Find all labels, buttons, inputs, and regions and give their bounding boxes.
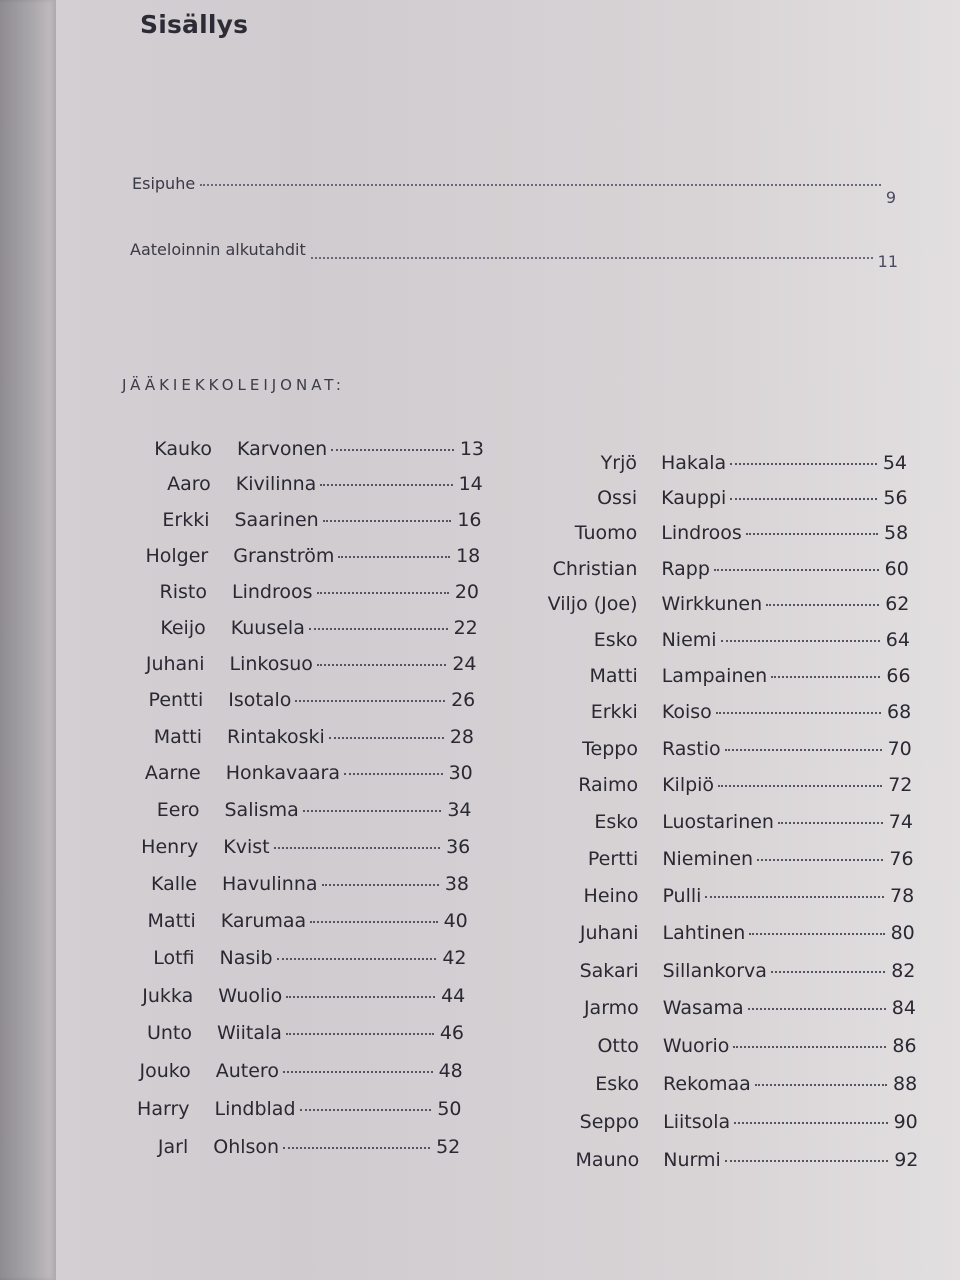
- last-name: Lampainen: [661, 665, 768, 688]
- dot-leader: [311, 257, 873, 259]
- entry-line: [661, 593, 909, 615]
- first-name: Risto: [159, 580, 207, 603]
- toc-entry: [0, 885, 960, 911]
- first-name: Esko: [595, 1073, 640, 1095]
- entry-line: [662, 848, 913, 870]
- dot-leader: [748, 1008, 886, 1010]
- entry-line: [663, 1073, 917, 1095]
- toc-entry: [0, 738, 960, 764]
- entry-line: [662, 629, 910, 651]
- page-number: 22: [453, 616, 478, 639]
- first-name: Harry: [137, 1097, 190, 1120]
- last-name: Autero: [215, 1060, 279, 1083]
- dot-leader: [757, 859, 883, 861]
- first-name: Jarl: [157, 1135, 189, 1158]
- dot-leader: [730, 463, 877, 465]
- page-number: 80: [890, 922, 915, 945]
- toc-entry-esipuhe: [132, 174, 896, 207]
- first-name: Jouko: [139, 1060, 191, 1083]
- page-number: 66: [886, 665, 911, 688]
- last-name: Wuorio: [662, 1035, 730, 1058]
- last-name: Karvonen: [237, 438, 328, 460]
- page-number: 48: [438, 1060, 463, 1083]
- dot-leader: [725, 1160, 888, 1162]
- entry-line: [663, 1149, 918, 1171]
- first-name: Raimo: [578, 774, 639, 797]
- first-name: Kalle: [150, 872, 197, 895]
- first-name: Eero: [156, 799, 200, 821]
- entry-line: [661, 487, 907, 509]
- last-name: Lindroos: [232, 580, 313, 603]
- first-name: Yrjö: [600, 452, 637, 474]
- page-number: 20: [454, 580, 479, 603]
- page-number: 36: [446, 835, 471, 858]
- first-name: Viljo (Joe): [547, 593, 638, 616]
- first-name: Matti: [589, 665, 638, 688]
- first-name: Otto: [597, 1035, 639, 1058]
- first-name: Tuomo: [574, 522, 638, 545]
- page-number: 84: [891, 997, 916, 1020]
- first-name: Esko: [594, 811, 639, 833]
- page-number: 60: [884, 557, 909, 580]
- page-number: 18: [456, 544, 481, 567]
- last-name: Rapp: [661, 557, 710, 580]
- last-name: Pulli: [662, 884, 702, 907]
- first-name: Aarne: [144, 762, 201, 785]
- dot-leader: [771, 971, 885, 973]
- dot-leader: [730, 498, 877, 500]
- page-number: 76: [889, 847, 914, 870]
- page-number: 82: [891, 959, 916, 982]
- entry-line: [662, 665, 911, 687]
- section-heading: JÄÄKIEKKOLEIJONAT:: [122, 376, 345, 394]
- page-number: 74: [888, 811, 913, 833]
- first-name: Matti: [153, 725, 202, 748]
- last-name: Ohlson: [213, 1135, 280, 1158]
- last-name: Kauppi: [661, 487, 727, 510]
- page-number: 13: [459, 438, 484, 460]
- page-number: 46: [439, 1022, 464, 1045]
- last-name: Luostarinen: [662, 811, 774, 833]
- entry-line: [661, 522, 908, 544]
- toc-entry-aateloinnin: [130, 240, 898, 271]
- toc-entry: [0, 487, 960, 513]
- first-name: Pertti: [587, 847, 639, 870]
- first-name: Juhani: [579, 922, 639, 945]
- last-name: Rastio: [661, 737, 721, 760]
- page-number: 52: [436, 1135, 461, 1158]
- toc-entry: [0, 922, 960, 948]
- toc-entry-label: Aateloinnin alkutahdit: [130, 240, 306, 259]
- dot-leader: [721, 640, 880, 642]
- toc-entry: [0, 997, 960, 1023]
- last-name: Wiitala: [217, 1022, 282, 1045]
- toc-entry: [0, 629, 960, 655]
- page-number: 40: [443, 910, 468, 933]
- entry-line: [661, 558, 908, 580]
- dot-leader: [778, 822, 883, 824]
- dot-leader: [716, 712, 881, 714]
- last-name: Rekomaa: [663, 1073, 751, 1095]
- last-name: Lahtinen: [662, 922, 746, 945]
- page-number: 44: [441, 984, 466, 1007]
- page-number: 72: [888, 774, 913, 797]
- toc-entry: [0, 1149, 960, 1175]
- toc-entry-page: 11: [877, 252, 898, 271]
- page-number: 56: [883, 487, 908, 510]
- toc-entry: [0, 522, 960, 548]
- last-name: Sillankorva: [662, 959, 767, 982]
- last-name: Rintakoski: [227, 725, 325, 748]
- first-name: Christian: [552, 557, 638, 580]
- first-name: Jukka: [142, 984, 194, 1007]
- first-name: Esko: [593, 629, 638, 652]
- last-name: Hakala: [661, 452, 727, 474]
- last-name: Wuolio: [218, 984, 283, 1007]
- page-number: 86: [892, 1035, 917, 1058]
- toc-entry: [0, 774, 960, 800]
- toc-entry-label: Esipuhe: [132, 174, 196, 193]
- last-name: Lindroos: [661, 522, 742, 545]
- first-name: Erkki: [162, 509, 210, 532]
- last-name: Saarinen: [234, 509, 319, 532]
- page-number: 28: [449, 725, 474, 748]
- entry-line: [662, 701, 911, 723]
- dot-leader: [718, 785, 882, 787]
- first-name: Heino: [583, 884, 639, 907]
- entry-line: [662, 738, 912, 760]
- last-name: Kuusela: [230, 616, 305, 639]
- last-name: Salisma: [224, 799, 299, 821]
- dot-leader: [714, 569, 879, 571]
- page-number: 58: [884, 522, 909, 545]
- toc-entry-page: 9: [885, 188, 896, 207]
- dot-leader: [746, 533, 878, 535]
- last-name: Koiso: [661, 701, 712, 724]
- page-number: 54: [882, 452, 907, 474]
- page-number: 38: [444, 872, 469, 895]
- last-name: Nurmi: [663, 1149, 721, 1172]
- last-name: Karumaa: [220, 910, 307, 933]
- first-name: Sakari: [579, 959, 639, 982]
- entry-line: [661, 452, 907, 474]
- first-name: Juhani: [145, 652, 205, 675]
- page-number: 42: [442, 947, 467, 970]
- entry-line: [662, 774, 912, 796]
- last-name: Kvist: [223, 835, 270, 858]
- page-number: 68: [887, 701, 912, 724]
- first-name: Ossi: [597, 487, 638, 510]
- page-number: 14: [458, 473, 483, 496]
- page-number: 88: [893, 1073, 918, 1095]
- toc-entry: [0, 665, 960, 691]
- dot-leader: [749, 933, 884, 935]
- first-name: Keijo: [160, 616, 206, 639]
- toc-entry: [0, 1035, 960, 1061]
- first-name: Pentti: [148, 689, 204, 712]
- first-name: Teppo: [582, 737, 638, 760]
- page-number: 62: [885, 593, 910, 616]
- last-name: Liitsola: [663, 1111, 731, 1134]
- page-number: 30: [448, 762, 473, 785]
- entry-line: [663, 997, 916, 1019]
- last-name: Isotalo: [228, 689, 292, 712]
- page-number: 24: [452, 652, 477, 675]
- toc-entry: [0, 960, 960, 986]
- entry-line: [663, 960, 916, 982]
- first-name: Lotfi: [153, 947, 195, 970]
- first-name: Mauno: [575, 1149, 640, 1172]
- page-number: 34: [447, 799, 472, 821]
- last-name: Kilpiö: [662, 774, 715, 797]
- toc-entry: [0, 452, 960, 478]
- toc-entry: [0, 701, 960, 727]
- toc-entry: [0, 848, 960, 874]
- first-name: Kauko: [154, 438, 212, 460]
- last-name: Nasib: [219, 947, 273, 970]
- first-name: Holger: [145, 544, 209, 567]
- page-title: Sisällys: [140, 10, 249, 39]
- last-name: Wirkkunen: [661, 593, 763, 616]
- first-name: Jarmo: [583, 997, 639, 1020]
- last-name: Granström: [233, 544, 335, 567]
- entry-line: [663, 1035, 917, 1057]
- dot-leader: [771, 676, 880, 678]
- first-name: Unto: [146, 1022, 192, 1045]
- dot-leader: [331, 449, 454, 451]
- page-number: 90: [893, 1111, 918, 1134]
- first-name: Seppo: [579, 1111, 640, 1134]
- dot-leader: [705, 896, 884, 898]
- page-number: 70: [887, 737, 912, 760]
- page-number: 64: [885, 629, 910, 652]
- toc-entry: [0, 1111, 960, 1137]
- last-name: Wasama: [662, 997, 744, 1020]
- dot-leader: [734, 1122, 887, 1124]
- dot-leader: [766, 604, 879, 606]
- first-name: Erkki: [590, 701, 638, 724]
- last-name: Nieminen: [662, 847, 754, 870]
- page-number: 78: [890, 884, 915, 907]
- last-name: Havulinna: [222, 872, 318, 895]
- toc-entry: [0, 558, 960, 584]
- first-name: Henry: [141, 835, 199, 858]
- page-number: 26: [451, 689, 476, 712]
- toc-entry: [0, 593, 960, 619]
- page-number: 92: [894, 1149, 919, 1172]
- last-name: Niemi: [661, 629, 717, 652]
- last-name: Kivilinna: [235, 473, 317, 496]
- first-name: Matti: [147, 910, 196, 933]
- first-name: Aaro: [167, 473, 211, 496]
- page-number: 16: [457, 509, 482, 532]
- dot-leader: [725, 749, 882, 751]
- toc-entry: [0, 811, 960, 837]
- last-name: Linkosuo: [229, 652, 313, 675]
- entry-line: [663, 1111, 918, 1133]
- last-name: Lindblad: [214, 1097, 296, 1120]
- entry-line: [662, 811, 913, 833]
- entry-line: [663, 922, 915, 944]
- toc-entry: [0, 1073, 960, 1099]
- last-name: Honkavaara: [225, 762, 341, 785]
- dot-leader: [755, 1084, 887, 1086]
- dot-leader: [733, 1046, 886, 1048]
- entry-line: [662, 885, 914, 907]
- dot-leader: [200, 184, 881, 186]
- page-number: 50: [437, 1097, 462, 1120]
